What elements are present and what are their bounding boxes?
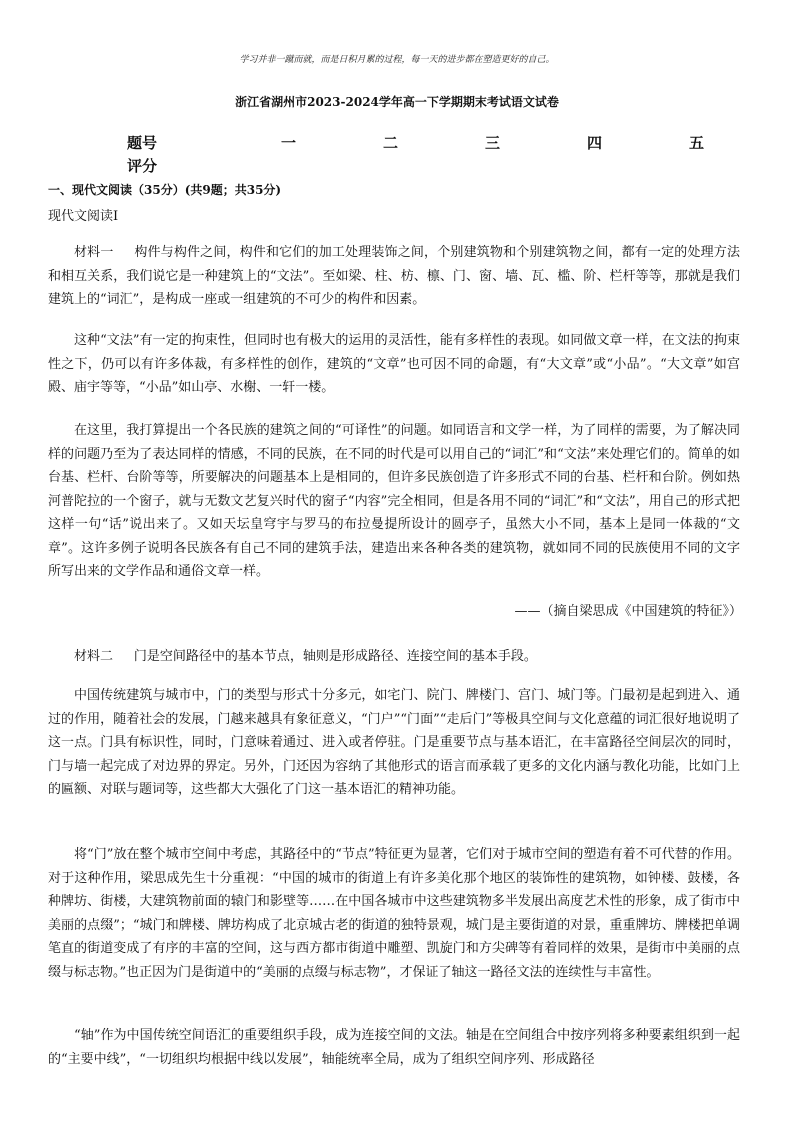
material2-paragraph-3: 将“门”放在整个城市空间中考虑，其路径中的“节点”特征更为显著，它们对于城市空间的塑造有着不可代替的作用。对于这种作用，梁思成先生十分重视：“中国的城市的街道上有许多美化那个地区的装饰性的建筑物，如钟楼、鼓楼，各种牌坊、街楼，大建筑物前面的辕门和影壁等……在中国各城市中这些建筑物多半发展出高度艺术性的形象，成了街市中美丽的点缀”；“城门和牌楼、牌坊构成了北京城古老的街道的独特景观，城门是主要街道的对景，重重牌坊、牌楼把单调笔直的街道变成了有序的丰富的空间，这与西方都市街道中雕塑、凯旋门和方尖碑等有着同样的效果，是街市中美丽的点缀与标志物。”也正因为门是街道中的“美丽的点缀与标志物”，才保证了轴这一路径文法的连续性与丰富性。 — [48, 847, 740, 980]
score-label: 评分 — [127, 157, 158, 175]
score-row-label: 题号 — [127, 134, 158, 152]
material2-paragraph-2: 中国传统建筑与城市中，门的类型与形式十分多元，如宅门、院门、牌楼门、宫门、城门等。门最初是起到进入、通过的作用，随着社会的发展，门越来越具有象征意义，“门户”“门面”“走后门”等极具空间与文化意蕴的词汇很好地说明了这一点。门具有标识性，同时，门意味着通过、进入或者停驻。门是重要节点与基本语汇，在丰富路径空间层次的同时，门与墙一起完成了对边界的界定。另外，门还因为容纳了其他形式的语言而承载了更多的文化内涵与教化功能，比如门上的匾额、对联与题词等，这些都大大强化了门这一基本语汇的精神功能。 — [48, 688, 740, 797]
material2-paragraph-1 — [48, 645, 740, 669]
score-column-2: 二 — [383, 134, 399, 152]
material1-label: 材料一 — [74, 245, 114, 260]
material1-paragraph-3: 在这里，我打算提出一个各民族的建筑之间的“可译性”的问题。如同语言和文学一样，为了同样的需要，为了解决同样的问题乃至为了表达同样的情感，不同的民族，在不同的时代是可以用自己的“词汇”和“文法”来处理它们的。简单的如台基、栏杆、台阶等等，所要解决的问题基本上是相同的，但许多民族创造了许多形式不同的台基、栏杆和台阶。例如热河普陀拉的一个窗子，就与无数文艺复兴时代的窗子“内容”完全相同，但是各用不同的“词汇”和“文法”，用自己的形式把这样一句“话”说出来了。又如天坛皇穹宇与罗马的布拉曼提所设计的圆亭子，虽然大小不同，基本上是同一体裁的“文章”。这许多例子说明各民族各有自己不同的建筑手法，建造出来各种各类的建筑物，就如同不同的民族使用不同的文字所写出来的文学作品和通俗文章一样。 — [48, 423, 740, 579]
header-motto: 学习并非一蹴而就，而是日积月累的过程，每一天的进步都在塑造更好的自己。 — [239, 55, 555, 65]
score-column-5: 五 — [689, 134, 705, 152]
score-column-1: 一 — [281, 134, 297, 152]
document-title: 浙江省湖州市2023-2024学年高一下学期期末考试语文试卷 — [235, 95, 559, 109]
material1-paragraph-1 — [48, 241, 740, 312]
subsection-heading: 现代文阅读Ⅰ — [48, 209, 119, 224]
score-column-3: 三 — [485, 134, 501, 152]
material1-source: ——（摘自梁思成《中国建筑的特征》） — [514, 604, 742, 619]
material1-paragraph-2: 这种“文法”有一定的拘束性，但同时也有极大的运用的灵活性，能有多样性的表现。如同做文章一样，在文法的拘束性之下，仍可以有许多体裁，有多样性的创作，建筑的“文章”也可因不同的命题，有“大文章”或“小品”。“大文章”如宫殿、庙宇等等，“小品”如山亭、水榭、一轩一楼。 — [48, 333, 740, 395]
material2-p1-text: 门是空间路径中的基本节点，轴则是形成路径、连接空间的基本手段。 — [133, 649, 537, 664]
score-column-4: 四 — [587, 134, 603, 152]
score-table-header — [0, 132, 794, 156]
material1-p1-text: 构件与构件之间，构件和它们的加工处理装饰之间，个别建筑物和个别建筑物之间，都有一定的处理方法和相互关系，我们说它是一种建筑上的“文法”。至如梁、柱、枋、檩、门、窗、墙、瓦、槛、阶、栏杆等等，那就是我们建筑上的“词汇”，是构成一座或一组建筑的不可少的构件和因素。 — [48, 245, 740, 307]
section-heading: 一、现代文阅读（35分）(共9题；共35分) — [48, 183, 282, 197]
material2-label: 材料二 — [74, 649, 114, 664]
material2-paragraph-4: “轴”作为中国传统空间语汇的重要组织手段，成为连接空间的文法。轴是在空间组合中按序列将多种要素组织到一起的“主要中线”，“一切组织均根据中线以发展”，轴能统率全局，成为了组织空间序列、形成路径 — [48, 1028, 740, 1067]
